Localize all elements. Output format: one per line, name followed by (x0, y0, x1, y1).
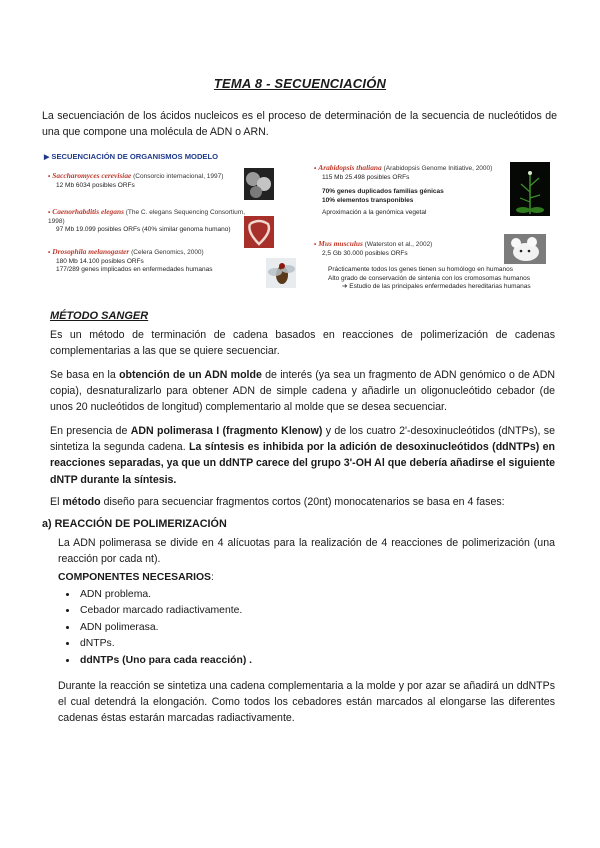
text-run-bold: obtención de un ADN molde (119, 369, 262, 381)
section-a-paragraph-1: La ADN polimerasa se divide en 4 alícuotas para la realización de 4 reacciones de polimerización (una reacción por cada nt). (58, 537, 555, 566)
organism-name: Arabidopsis thaliana (318, 163, 382, 172)
text-run: de interés (ya sea un fragmento de ADN genómico o de ADN copia), desnaturalizarlo para obtener ADN de simple cadena y añadirle un oligonucleótido cebador (de unos 20 nucleótidos de longitud) complementario al molde que se desea secuenciar. (50, 369, 555, 414)
components-title-colon: : (211, 572, 214, 583)
components-title-text: COMPONENTES NECESARIOS (58, 572, 211, 583)
organism-ref: (Consorcio internacional, 1997) (133, 173, 224, 180)
organism-drosophila (48, 248, 278, 275)
list-item: • ddNTPs (Uno para cada reacción) . (78, 653, 252, 669)
fly-image (266, 258, 296, 288)
section-heading-a: a) REACCIÓN DE POLIMERIZACIÓN (42, 518, 227, 530)
bullet-icon: • (48, 209, 51, 216)
organism-name: Mus musculus (318, 239, 363, 248)
organism-note: 70% genes duplicados familias génicas (322, 188, 444, 196)
mouse-image (504, 234, 546, 264)
organism-note: ➔ Estudio de las principales enfermedades hereditarias humanas (342, 283, 531, 291)
organism-ref: (The C. elegans Sequencing Consortium, 1998) (48, 209, 245, 225)
organism-yeast (48, 172, 248, 190)
organism-genome: 12 Mb 6034 posibles ORFs (56, 181, 135, 189)
bullet-icon: • (48, 173, 51, 180)
organism-ref: (Waterston et al., 2002) (364, 241, 433, 248)
organism-genome: 2,5 Gb 30.000 posibles ORFs (322, 249, 408, 257)
figure-heading-text: SECUENCIACIÓN DE ORGANISMOS MODELO (51, 152, 219, 161)
plant-image (510, 162, 550, 216)
organism-name: Saccharomyces cerevisiae (52, 171, 132, 180)
text-run: y de los cuatro 2'-desoxinucleótidos (dNTPs), se sintetiza la segunda cadena. (50, 425, 555, 454)
text-run-bold: método (62, 496, 101, 508)
text-run: En presencia de (50, 425, 131, 437)
intro-paragraph: La secuenciación de los ácidos nucleicos es el proceso de determinación de la secuencia de nucleótidos de una que compone una molécula de ADN o ARN. (42, 110, 557, 139)
figure-heading (44, 152, 218, 161)
list-item: • ADN problema. (78, 587, 252, 603)
organism-note: 10% elementos transponibles (322, 196, 414, 204)
section-title-sanger: MÉTODO SANGER (50, 310, 149, 322)
worm-image (244, 216, 274, 248)
organism-note: Alto grado de conservación de sintenia con los cromosomas humanos (328, 274, 530, 282)
organism-name: Drosophila melanogaster (52, 247, 130, 256)
organism-genome: 97 Mb 19.099 posibles ORFs (40% similar genoma humano) (56, 226, 231, 234)
bullet-icon: • (314, 165, 317, 172)
organism-note: Prácticamente todos los genes tienen su homólogo en humanos (328, 266, 514, 274)
organism-arabidopsis (314, 164, 524, 218)
organism-ref: (Arabidopsis Genome Initiative, 2000) (383, 165, 493, 172)
sanger-paragraph-4 (50, 494, 555, 510)
bullet-icon: • (48, 249, 51, 256)
sanger-paragraph-1: Es un método de terminación de cadena basados en reacciones de polimerización de cadenas complementarias a las que se quiere secuenciar. (50, 329, 555, 358)
sanger-paragraph-3 (50, 423, 555, 488)
bullet-icon: • (314, 241, 317, 248)
text-run: Se basa en la (50, 369, 120, 381)
yeast-image (244, 168, 274, 200)
components-title (58, 572, 214, 583)
triangle-bullet-icon: ▶ (44, 154, 50, 161)
organism-ref: (Celera Genomics, 2000) (131, 249, 204, 256)
list-item: • ADN polimerasa. (78, 620, 252, 636)
list-item: • dNTPs. (78, 636, 252, 652)
text-run: diseño para secuenciar fragmentos cortos (20nt) monocatenarios se basa en 4 fases: (100, 496, 505, 508)
components-list (58, 587, 252, 669)
text-run-bold: ADN polimerasa I (fragmento Klenow) (130, 425, 323, 437)
text-run: El (50, 496, 63, 508)
organism-note: 177/289 genes implicados en enfermedades humanas (56, 266, 213, 274)
text-run-bold: La síntesis es inhibida por la adición de desoxinucleótidos (ddNTPs) en reacciones separadas, ya que un ddNTP carece del grupo 3'-OH Al que debería añadirse el siguiente dNTP durante la síntesis. (50, 441, 555, 486)
list-item: • Cebador marcado radiactivamente. (78, 603, 252, 619)
organism-note: Aproximación a la genómica vegetal (322, 209, 427, 217)
organism-genome: 115 Mb 25.498 posibles ORFs (322, 173, 410, 181)
organism-name: Caenorhabditis elegans (52, 207, 124, 216)
organisms-figure (44, 150, 556, 302)
page-title: TEMA 8 - SECUENCIACIÓN (213, 76, 387, 91)
sanger-paragraph-2 (50, 367, 555, 416)
organism-celegans (48, 208, 258, 235)
section-a-paragraph-2: Durante la reacción se sintetiza una cadena complementaria a la molde y por azar se añadirá un ddNTPs el cual detendrá la elongación. Como todos los cebadores están marcados al elongarse las diferentes cadenas éstas estarán marcadas radiactivamente. (58, 680, 555, 725)
organism-genome: 180 Mb 14.100 posibles ORFs (56, 257, 144, 265)
